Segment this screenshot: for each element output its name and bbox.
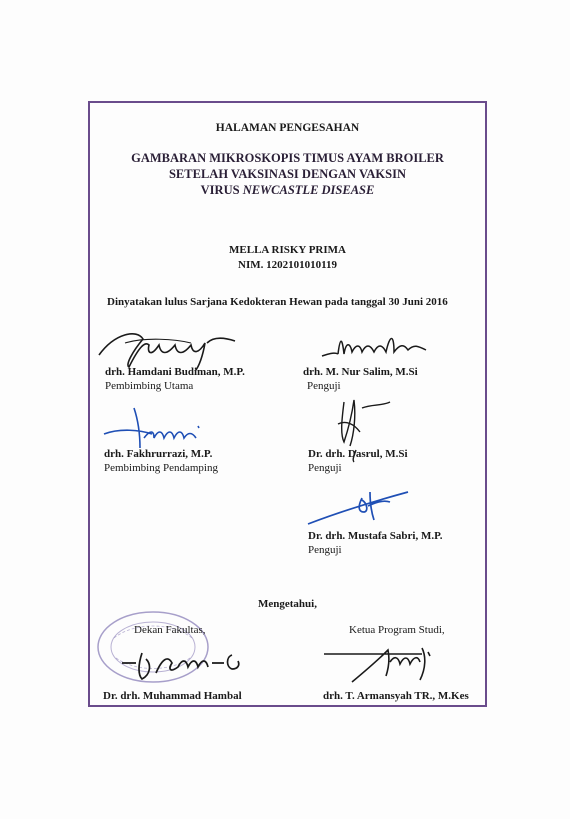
signatory-2-name: drh. M. Nur Salim, M.Si [303,366,418,378]
signatory-3-role: Pembimbing Pendamping [104,462,218,474]
signature-mark-kaprodi [322,642,440,686]
signature-mark-fakhrurrazi [100,404,210,452]
signatory-4-role: Penguji [308,462,342,474]
title-prefix: VIRUS [200,183,243,197]
dean-title: Dekan Fakultas, [134,624,206,636]
dean-name: Dr. drh. Muhammad Hambal [103,690,242,702]
signature-mark-dean [120,645,250,685]
graduation-declaration: Dinyatakan lulus Sarjana Kedokteran Hewan pada tanggal 30 Juni 2016 [107,296,448,308]
thesis-title-line-1: GAMBARAN MIKROSKOPIS TIMUS AYAM BROILER [131,151,444,165]
signatory-3-name: drh. Fakhrurrazi, M.P. [104,448,213,460]
approval-heading: Mengetahui, [258,598,317,610]
title-italic: NEWCASTLE DISEASE [242,183,375,197]
page-heading: HALAMAN PENGESAHAN [215,122,360,134]
author-nim: NIM. 1202101010119 [238,259,337,271]
signature-mark-mustafa-sabri [304,488,416,528]
signatory-1-role: Pembimbing Utama [105,380,194,392]
kaprodi-name: drh. T. Armansyah TR., M.Kes [323,690,469,702]
signatory-1-name: drh. Hamdani Budiman, M.P. [105,366,245,378]
kaprodi-title: Ketua Program Studi, [349,624,445,636]
signature-mark-nur-salim [318,330,430,366]
signatory-5-name: Dr. drh. Mustafa Sabri, M.P. [308,530,443,542]
signatory-5-role: Penguji [308,544,342,556]
thesis-title-line-3 [88,183,487,197]
signatory-2-role: Penguji [307,380,341,392]
signatory-4-name: Dr. drh. Dasrul, M.Si [308,448,408,460]
author-name: MELLA RISKY PRIMA [229,244,346,256]
thesis-title-line-2: SETELAH VAKSINASI DENGAN VAKSIN [168,167,406,181]
